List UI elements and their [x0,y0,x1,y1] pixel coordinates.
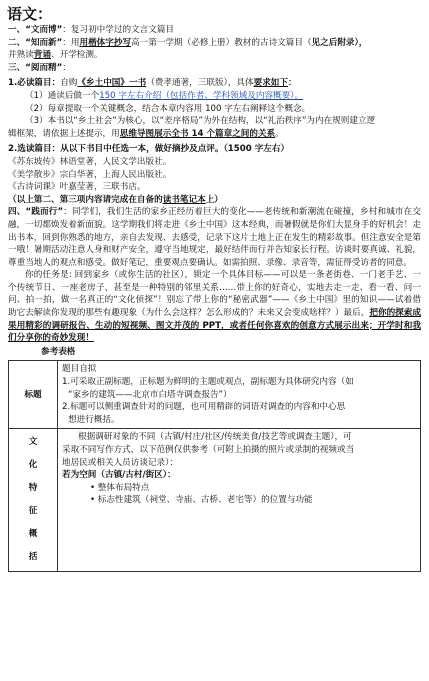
row-content-culture [58,429,421,572]
note-end: 上） [205,194,223,205]
required-colon: ： [288,78,297,89]
row-content-title [58,361,421,429]
label-char: 概 [28,529,38,540]
optional-book-2: 《美学散步》宗白华著，上海人民出版社。 [8,169,172,180]
label-char: 特 [28,483,38,494]
label-char: 化 [28,460,38,471]
culture-bullet-1: • 整体布局特点 [90,482,150,493]
section-1 [8,24,421,37]
title-line-1: 1.可采取正副标题，正标题为鲜明的主题或观点，副标题为具体研究内容（如 [62,377,354,388]
title-line-3: 2.标题可以侧重调查针对的问题，也可用精辟的词语对调查的内容和中心思 [62,402,346,413]
label-char: 文 [28,437,38,448]
title-line-4: 想进行概括。 [68,414,120,425]
section-2-label: 二、 [8,37,26,48]
section-2-recite: 背诵 [33,50,51,61]
item-3-mindmap: 思维导图展示全书 14 个篇章之间的关系 [119,128,276,139]
section-4-paragraph-1: ：同学们，我们生活的家乡正经历着巨大的变化——老传统和新潮流在碰撞，乡村和城市在交融，一切都焕发着新面貌。这学期我们将走进《乡土中国》这本经典，而暑假就是你们大显身手的好机会！走出书本，回到你熟悉的地方，亲自去发现、去感受，记录下这片土地上正在发生的精彩故事。但注意安全是第一哦！暑期活动注意人身和财产安全，遵守当地规定，最好结伴而行并告知家长行程。访谈时要真诚、礼貌，尊重当地人的观点和感受。做好笔记，重要观点要确认。如需拍照、录像、录音等，需征得受访者的同意。 [8,207,421,268]
section-1-text: ：复习初中学过的文言文篇目 [62,25,175,35]
section-2-method: 用楷体字抄写 [79,37,132,48]
item-1-length: 150 字左右介绍 [99,90,162,101]
section-4-task [8,269,421,345]
culture-subheading: 若为空间（古镇/古村/街区）： [62,470,176,481]
label-char: 括 [28,552,38,563]
required-reading [8,77,421,90]
required-text: 自购 [60,78,78,89]
section-4-intro [8,206,421,269]
required-item-3-cont [8,128,421,141]
label-char: 征 [28,506,38,517]
section-2-text-3: 并熟读 [8,50,34,61]
section-4-paragraph-2: 你的任务是: 回到家乡（或你生活的社区），锁定一个具体目标——可以是一条老街巷、一门老手艺、一个传统节日、一座老房子，甚至是一种特别的邻里关系……带上你的好奇心，实地去走一走、看一看、问一问、拍一拍，做一名真正的“文化侦探”！别忘了带上你的“秘密武器”——《乡土中国》里的知识——试着借助它去解读你发现的那些有趣现象（为什么会这样？怎么形成的？未来又会变成啥样？）最后， [8,270,421,319]
section-2 [8,37,421,50]
section-2-text-2: 高一第一学期（必修上册）教材的古诗文篇目（ [131,37,312,48]
section-4-label: 四、 [8,207,26,218]
item-3-end: 。 [275,128,284,139]
section-3-term: “阅而精” [25,62,63,73]
required-item-2: （2）每章提取一个关键概念，结合本章内容用 100 字左右阐释这个概念。 [25,103,311,114]
section-3 [8,62,421,75]
section-3-colon: ： [62,62,71,73]
section-3-label: 三、 [8,62,26,73]
item-3-text: 辑框架，请依据上述提示，用 [8,128,120,139]
section-2-term: “知而新” [25,37,63,48]
required-item-3: （3）本书以“乡土社会”为核心，以“差序格局”为外在结构，以“礼治秩序”为内在规则建立逻 [25,116,376,127]
optional-book-3: 《古诗词课》叶嘉莹著，三联书店。 [8,182,146,193]
optional-note [8,194,421,207]
row-label-title: 标题 [9,361,58,429]
section-4-term: “践而行” [25,207,64,218]
reference-table [8,360,421,572]
title-heading: 题目自拟 [62,364,97,375]
culture-line-1: 根据调研对象的不同（古镇/村庄/社区/传统美食/技艺等或调查主题），可 [78,432,352,443]
section-2-text-4: 、开学检测。 [51,50,103,61]
culture-line-3: 地居民或相关人员访谈记录）： [62,457,179,468]
required-requirements-label: 要求如下 [253,78,288,89]
page-title: 语文： [7,5,53,23]
note-text: （以上第二、第三项内容请完成在自备的 [8,194,163,205]
culture-bullet-2: • 标志性建筑（祠堂、寺庙、古桥、老宅等）的位置与功能 [90,495,313,506]
section-2-note: 见之后附录）， [311,37,368,48]
note-notebook: 读书笔记本 [162,194,206,205]
title-line-2: “家乡的建筑——北京市白塔寺调查报告”） [68,389,232,400]
optional-book-1: 《苏东坡传》林语堂著，人民文学出版社。 [8,156,172,167]
culture-line-2: 采取不同写作方式，以下范例仅供参考（可附上拍摄的照片或录制的视频或当 [62,445,355,455]
table-row [9,361,421,429]
required-text-2: （费孝通著，三联版），具体 [146,78,254,89]
required-item-1 [8,90,421,103]
section-2-cont [8,49,421,62]
required-book: 《乡土中国》一书 [77,78,147,89]
table-row [9,429,421,572]
reference-table-title: 参考表格 [41,346,76,357]
section-1-label: 一、 [8,25,26,35]
row-label-culture [9,429,58,572]
item-1-detail: （包括作者、学科领域及内容概要）。 [161,90,304,101]
section-2-text: ：用 [62,37,80,48]
item-1-text: （1）通读后做一个 [25,90,100,101]
required-head: 1.必读篇目： [8,78,61,89]
optional-head: 2.选读篇目：从以下书目中任选一本，做好摘抄及点评。（1500 字左右） [8,144,290,155]
section-4-task-highlight: 把你的探索成果用精彩的调研报告、生动的短视频、图文并茂的 PPT，或者任何你喜欢的创意方式展示出来；开学时和我们分享你的奇妙发现！ [8,308,421,344]
section-1-term: “文而博” [25,25,63,35]
